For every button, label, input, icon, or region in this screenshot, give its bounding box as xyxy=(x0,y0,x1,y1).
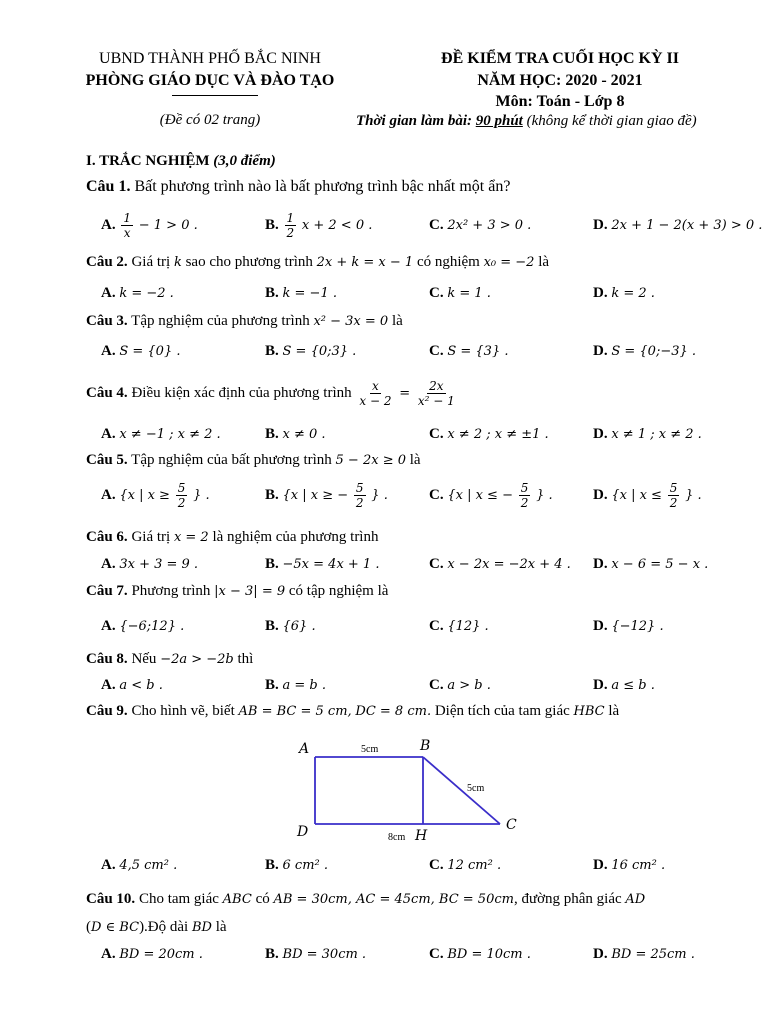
math-expr: D ∈ BC xyxy=(91,920,140,935)
option-text: a ≤ b . xyxy=(611,678,655,693)
question-9 xyxy=(86,703,619,720)
fraction xyxy=(285,212,297,239)
option-label: A. xyxy=(101,946,116,962)
section-title-text: I. TRẮC NGHIỆM xyxy=(86,153,210,169)
option-text: x ≠ 1 ; x ≠ 2 . xyxy=(611,427,702,442)
fraction-num: 5 xyxy=(355,481,364,495)
question-3 xyxy=(86,313,403,330)
option-d[interactable] xyxy=(593,946,695,963)
option-label: D. xyxy=(593,343,608,359)
fraction-num: x xyxy=(372,379,379,393)
option-text: } . xyxy=(685,487,702,503)
fraction xyxy=(354,482,366,509)
option-c[interactable] xyxy=(429,426,549,443)
fraction-den: 2 xyxy=(669,496,678,510)
math-expr: AD xyxy=(625,892,646,907)
option-text: BD = 30cm . xyxy=(282,947,367,962)
section-title xyxy=(86,153,276,170)
question-text: Điều kiện xác định của phương trình xyxy=(131,384,352,401)
point-a-label: A xyxy=(299,741,310,757)
option-label: C. xyxy=(429,217,444,233)
option-label: A. xyxy=(101,426,116,442)
question-text: Giá trị xyxy=(131,254,171,270)
time-line xyxy=(356,113,697,130)
option-c[interactable] xyxy=(429,946,531,963)
option-text: } . xyxy=(536,487,553,503)
question-number: Câu 10. xyxy=(86,891,136,907)
question-text: , đường phân giác xyxy=(513,891,622,907)
option-label: B. xyxy=(265,216,279,233)
option-text: S = {0} . xyxy=(119,344,181,359)
option-c[interactable] xyxy=(429,618,489,635)
option-text: a < b . xyxy=(119,678,163,693)
length-ab-label: 5cm xyxy=(361,744,379,755)
option-d[interactable] xyxy=(593,556,708,573)
math-expr: k xyxy=(173,255,182,270)
option-label: C. xyxy=(429,677,444,693)
option-label: D. xyxy=(593,556,608,572)
option-c[interactable] xyxy=(429,217,531,234)
option-text: 16 cm² . xyxy=(611,858,666,873)
fraction xyxy=(121,212,133,239)
question-1 xyxy=(86,178,510,196)
options-q2 xyxy=(101,285,721,307)
fraction-num: 1 xyxy=(123,211,131,225)
option-b[interactable] xyxy=(265,857,328,874)
header-left-line2: PHÒNG GIÁO DỤC VÀ ĐÀO TẠO xyxy=(85,72,335,89)
question-text: là nghiệm của phương trình xyxy=(212,529,379,545)
option-d[interactable] xyxy=(593,343,696,360)
exam-title: ĐỀ KIỂM TRA CUỐI HỌC KỲ II xyxy=(441,50,679,67)
option-a[interactable] xyxy=(101,482,210,509)
option-d[interactable] xyxy=(593,677,655,694)
subject-line: Môn: Toán - Lớp 8 xyxy=(495,93,625,110)
option-d[interactable] xyxy=(593,426,702,443)
option-label: C. xyxy=(429,946,444,962)
question-7 xyxy=(86,583,388,600)
option-text: S = {0;3} . xyxy=(282,344,357,359)
math-expr: −2a > −2b xyxy=(160,652,234,667)
options-q6 xyxy=(101,556,721,578)
option-text: 3x + 3 = 9 . xyxy=(119,557,199,572)
question-text: là xyxy=(391,313,403,329)
segment-bc xyxy=(423,757,500,824)
option-text: a > b . xyxy=(447,678,491,693)
option-text: S = {3} . xyxy=(447,344,509,359)
option-label: A. xyxy=(101,343,116,359)
point-d-label: D xyxy=(297,824,309,840)
fraction-num: 5 xyxy=(520,481,529,495)
option-label: A. xyxy=(101,677,116,693)
option-c[interactable] xyxy=(429,857,501,874)
option-label: B. xyxy=(265,618,279,634)
question-text: thì xyxy=(237,651,254,667)
option-c[interactable] xyxy=(429,482,553,509)
time-value: 90 phút xyxy=(475,113,523,129)
option-b[interactable] xyxy=(265,482,388,509)
fraction-den: 2 xyxy=(355,496,364,510)
option-b[interactable] xyxy=(265,285,337,302)
option-text: {12} . xyxy=(447,619,489,634)
option-text: } . xyxy=(193,487,210,503)
school-year: NĂM HỌC: 2020 - 2021 xyxy=(477,72,643,89)
question-number: Câu 1. xyxy=(86,178,131,195)
question-number: Câu 2. xyxy=(86,254,128,270)
header-divider xyxy=(172,95,258,96)
question-text: Giá trị xyxy=(131,529,171,545)
math-expr: 5 − 2x ≥ 0 xyxy=(335,453,406,468)
option-text: 6 cm² . xyxy=(282,858,329,873)
section-points: (3,0 điểm) xyxy=(213,153,276,169)
option-text: k = −1 . xyxy=(282,286,337,301)
option-text: x + 2 < 0 . xyxy=(301,217,373,233)
question-number: Câu 5. xyxy=(86,452,128,468)
option-label: B. xyxy=(265,426,279,442)
option-label: A. xyxy=(101,857,116,873)
option-a[interactable] xyxy=(101,618,184,635)
question-number: Câu 6. xyxy=(86,529,128,545)
option-label: D. xyxy=(593,217,608,233)
option-text: {x | x ≥ − xyxy=(282,487,349,503)
math-expr: AB = 30cm, AC = 45cm, BC = 50cm xyxy=(273,892,514,907)
point-h-label: H xyxy=(415,828,428,844)
option-label: B. xyxy=(265,486,279,503)
option-text: x ≠ −1 ; x ≠ 2 . xyxy=(119,427,221,442)
option-b[interactable] xyxy=(265,556,379,573)
question-text: ( xyxy=(86,919,91,935)
option-text: − 1 > 0 . xyxy=(138,217,198,233)
option-label: B. xyxy=(265,285,279,301)
option-text: 2x + 1 − 2(x + 3) > 0 . xyxy=(611,218,763,233)
option-label: B. xyxy=(265,857,279,873)
options-q9 xyxy=(101,857,721,879)
question-number: Câu 3. xyxy=(86,313,128,329)
math-expr: DC = 8 cm. xyxy=(355,704,432,719)
option-d[interactable] xyxy=(593,217,762,234)
option-label: B. xyxy=(265,556,279,572)
fraction-den: 2 xyxy=(520,496,529,510)
math-expr: x² − 3x = 0 xyxy=(313,314,389,329)
option-label: B. xyxy=(265,343,279,359)
option-text: x − 6 = 5 − x . xyxy=(611,557,709,572)
option-c[interactable] xyxy=(429,556,571,573)
question-text: Tập nghiệm của bất phương trình xyxy=(131,452,332,468)
option-label: C. xyxy=(429,556,444,572)
question-text: sao cho phương trình xyxy=(185,254,313,270)
question-text: Bất phương trình nào là bất phương trình bậc nhất một ẩn? xyxy=(134,178,511,195)
option-a[interactable] xyxy=(101,343,180,360)
option-text: −5x = 4x + 1 . xyxy=(282,557,380,572)
fraction-num: 1 xyxy=(286,211,295,225)
point-c-label: C xyxy=(506,817,517,833)
fraction-num: 2x xyxy=(429,379,444,393)
length-bc-label: 5cm xyxy=(467,783,485,794)
option-a[interactable] xyxy=(101,857,177,874)
option-text: {x | x ≥ xyxy=(119,487,170,503)
option-label: D. xyxy=(593,618,608,634)
option-text: BD = 25cm . xyxy=(611,947,695,962)
question-5 xyxy=(86,452,421,469)
options-q7 xyxy=(101,618,721,640)
fraction-den: x − 2 xyxy=(359,394,392,408)
header-left-note: (Đề có 02 trang) xyxy=(159,112,261,128)
option-text: {x | x ≤ xyxy=(611,487,662,503)
math-expr: 2x + k = x − 1 xyxy=(316,255,414,270)
option-label: D. xyxy=(593,285,608,301)
option-text: BD = 10cm . xyxy=(447,947,531,962)
options-q5 xyxy=(101,482,721,516)
option-label: A. xyxy=(101,618,116,634)
option-c[interactable] xyxy=(429,285,491,302)
question-2 xyxy=(86,254,549,271)
option-text: {−6;12} . xyxy=(119,619,185,634)
question-text: Phương trình xyxy=(131,583,211,599)
question-10 xyxy=(86,891,645,908)
option-text: k = 1 . xyxy=(447,286,491,301)
math-expr: ABC xyxy=(222,892,252,907)
option-label: D. xyxy=(593,946,608,962)
option-label: D. xyxy=(593,857,608,873)
math-expr: = xyxy=(399,385,411,401)
option-label: B. xyxy=(265,946,279,962)
options-q8 xyxy=(101,677,721,699)
question-4 xyxy=(86,380,459,407)
option-label: B. xyxy=(265,677,279,693)
option-b[interactable] xyxy=(265,212,372,239)
option-text: {x | x ≤ − xyxy=(447,487,513,503)
question-text: là xyxy=(215,919,227,935)
option-label: C. xyxy=(429,486,444,503)
question-text: Tập nghiệm của phương trình xyxy=(131,313,310,329)
option-c[interactable] xyxy=(429,677,491,694)
fraction xyxy=(416,380,457,407)
option-text: x ≠ 2 ; x ≠ ±1 . xyxy=(447,427,549,442)
option-label: C. xyxy=(429,285,444,301)
fraction xyxy=(668,482,680,509)
option-text: S = {0;−3} . xyxy=(611,344,697,359)
options-q4 xyxy=(101,426,721,448)
option-text: BD = 20cm . xyxy=(119,947,203,962)
fraction-den: x² − 1 xyxy=(417,394,455,408)
option-label: D. xyxy=(593,486,608,503)
option-label: A. xyxy=(101,486,116,503)
option-label: A. xyxy=(101,556,116,572)
option-label: C. xyxy=(429,426,444,442)
math-expr: x₀ = −2 xyxy=(483,255,535,270)
question-text: có nghiệm xyxy=(416,254,480,270)
fraction xyxy=(519,482,531,509)
time-label: Thời gian làm bài: xyxy=(356,113,472,129)
question-text: Nếu xyxy=(131,651,157,667)
options-q10 xyxy=(101,946,721,968)
option-a[interactable] xyxy=(101,426,221,443)
option-b[interactable] xyxy=(265,618,316,635)
option-text: x ≠ 0 . xyxy=(282,427,326,442)
option-text: {−12} . xyxy=(611,619,664,634)
math-expr: AB = BC = 5 cm, xyxy=(238,704,352,719)
figure-lines xyxy=(315,757,500,824)
option-label: A. xyxy=(101,216,116,233)
option-a[interactable] xyxy=(101,212,198,239)
fraction-num: 5 xyxy=(177,481,186,495)
option-d[interactable] xyxy=(593,285,655,302)
option-d[interactable] xyxy=(593,618,664,635)
option-text: k = −2 . xyxy=(119,286,174,301)
math-expr: BD xyxy=(191,920,212,935)
fraction xyxy=(176,482,188,509)
option-label: D. xyxy=(593,677,608,693)
question-number: Câu 9. xyxy=(86,703,128,719)
option-a[interactable] xyxy=(101,677,163,694)
question-text: là xyxy=(409,452,421,468)
option-text: a = b . xyxy=(282,678,327,693)
option-b[interactable] xyxy=(265,426,326,443)
option-text: 4,5 cm² . xyxy=(119,858,178,873)
math-expr: |x − 3| = 9 xyxy=(214,584,286,599)
option-label: C. xyxy=(429,857,444,873)
time-note: (không kể thời gian giao đề) xyxy=(526,113,697,129)
question-8 xyxy=(86,651,253,668)
length-dc-label: 8cm xyxy=(388,832,406,843)
option-text: k = 2 . xyxy=(611,286,655,301)
options-q3 xyxy=(101,343,721,365)
option-text: 12 cm² . xyxy=(447,858,502,873)
question-text: có xyxy=(255,891,270,907)
option-label: D. xyxy=(593,426,608,442)
question-text: ).Độ dài xyxy=(139,919,189,935)
option-d[interactable] xyxy=(593,482,702,509)
header-left-line1: UBND THÀNH PHỐ BẮC NINH xyxy=(99,50,321,67)
options-q1 xyxy=(101,211,763,240)
question-number: Câu 8. xyxy=(86,651,128,667)
option-text: } . xyxy=(371,487,388,503)
option-a[interactable] xyxy=(101,556,198,573)
fraction-num: 5 xyxy=(669,481,678,495)
option-b[interactable] xyxy=(265,946,366,963)
fraction-den: 2 xyxy=(177,496,186,510)
option-b[interactable] xyxy=(265,343,356,360)
question-text: Cho tam giác xyxy=(138,891,219,907)
option-text: {6} . xyxy=(282,619,316,634)
question-text: Cho hình vẽ, biết xyxy=(131,703,235,719)
question-6 xyxy=(86,529,378,546)
math-expr: HBC xyxy=(573,704,605,719)
math-expr: x = 2 xyxy=(173,530,209,545)
option-c[interactable] xyxy=(429,343,508,360)
question-10-line2 xyxy=(86,919,227,936)
question-text: Diện tích của tam giác xyxy=(434,703,570,719)
option-d[interactable] xyxy=(593,857,665,874)
option-text: x − 2x = −2x + 4 . xyxy=(447,557,571,572)
question-text: là xyxy=(538,254,550,270)
option-label: C. xyxy=(429,343,444,359)
option-label: A. xyxy=(101,285,116,301)
option-a[interactable] xyxy=(101,946,203,963)
fraction-den: x xyxy=(123,226,131,240)
question-number: Câu 7. xyxy=(86,583,128,599)
question-text: có tập nghiệm là xyxy=(288,583,389,599)
fraction-den: 2 xyxy=(286,226,295,240)
option-b[interactable] xyxy=(265,677,326,694)
question-number: Câu 4. xyxy=(86,384,128,401)
question-text: là xyxy=(608,703,620,719)
option-label: C. xyxy=(429,618,444,634)
option-text: 2x² + 3 > 0 . xyxy=(447,218,532,233)
option-a[interactable] xyxy=(101,285,174,302)
point-b-label: B xyxy=(420,738,431,754)
fraction xyxy=(357,380,393,407)
